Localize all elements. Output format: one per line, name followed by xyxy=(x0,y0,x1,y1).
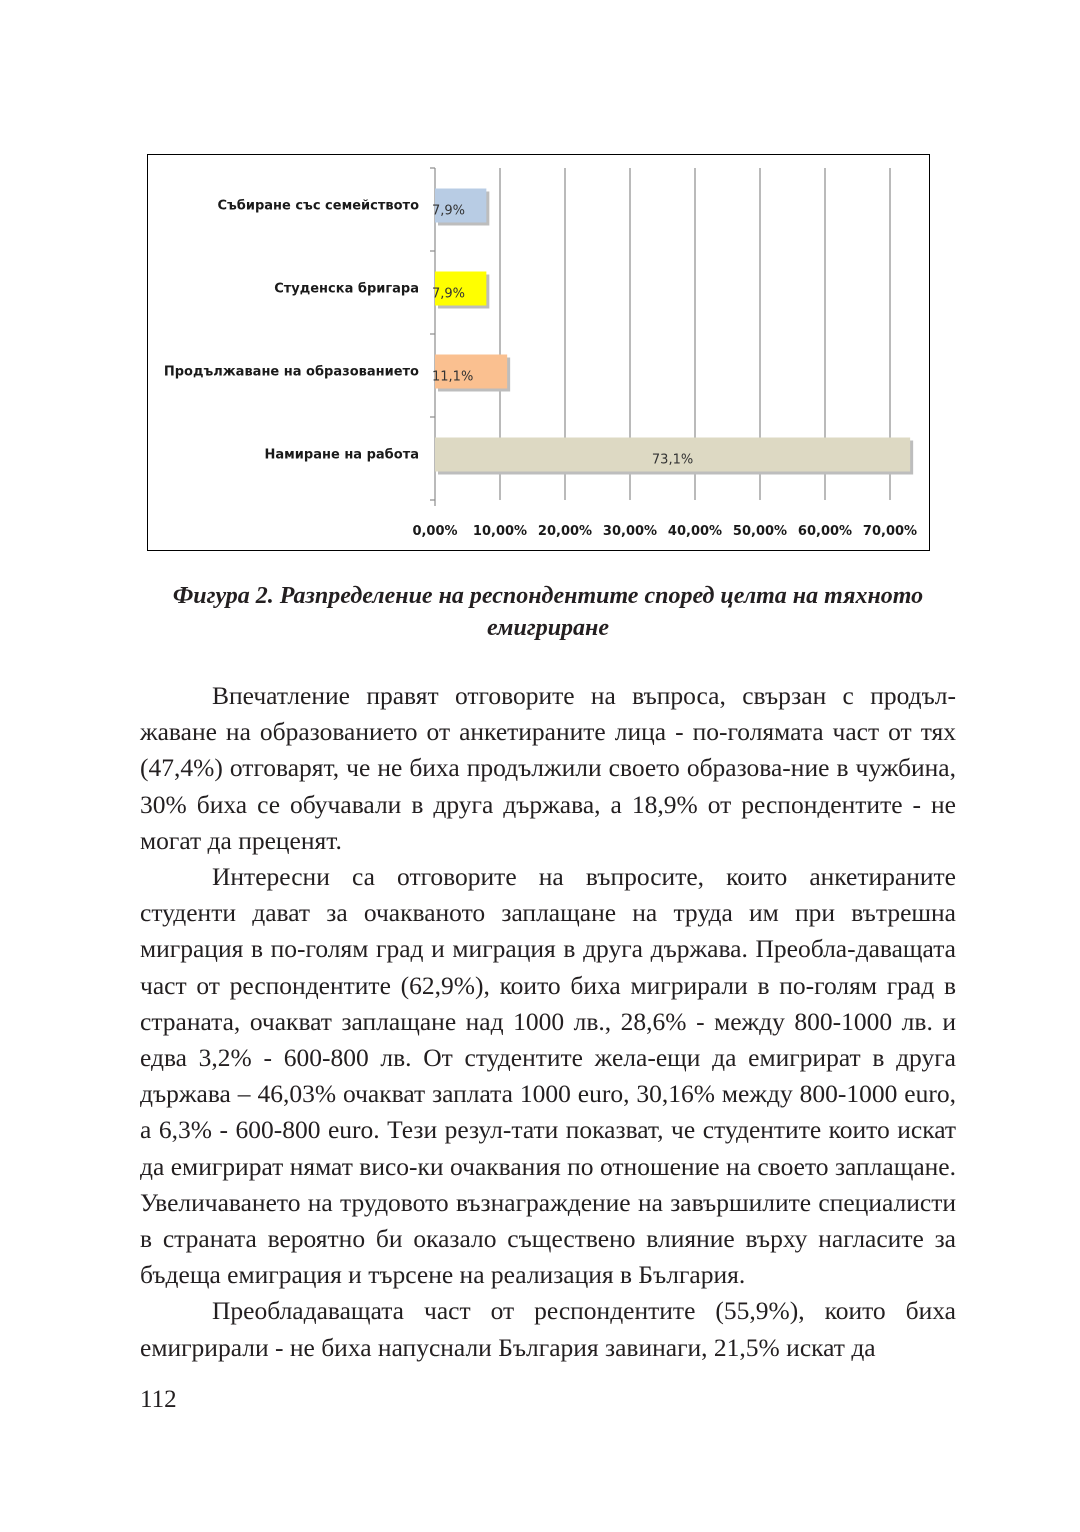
category-label-2: Продължаване на образованието xyxy=(163,364,419,380)
data-label-2: 11,1% xyxy=(432,369,474,385)
x-tick-label-6: 60,00% xyxy=(797,524,853,539)
category-label-1: Студенска бригара xyxy=(274,281,419,297)
category-label-3: Намиране на работа xyxy=(264,447,419,463)
body-text xyxy=(140,678,956,1366)
figure-caption xyxy=(140,580,956,644)
x-tick-label-4: 40,00% xyxy=(667,524,723,539)
data-label-1: 7,9% xyxy=(432,286,466,302)
paragraph-1: Впечатление правят отговорите на въпроса, свързан с продъл-жаване на образованието от анкетираните лица - по-голямата част от тях (47,4%) отговарят, че не биха продължили своето образова-ние в чужбина, 30% биха се обучавали в друга държава, а 18,9% от респондентите - не могат да преценят. xyxy=(140,681,956,855)
caption-line-1: Фигура 2. Разпределение на респондентите според целта на тяхното xyxy=(172,583,924,609)
x-tick-label-2: 20,00% xyxy=(537,524,593,539)
x-tick-label-5: 50,00% xyxy=(732,524,788,539)
x-tick-label-7: 70,00% xyxy=(862,524,918,539)
x-tick-label-3: 30,00% xyxy=(602,524,658,539)
caption-line-2: емигриране xyxy=(486,615,610,641)
x-tick-label-0: 0,00% xyxy=(412,524,458,539)
data-label-0: 7,9% xyxy=(432,203,466,219)
x-tick-label-1: 10,00% xyxy=(472,524,528,539)
category-label-0: Събиране със семейството xyxy=(217,198,419,214)
paragraph-3: Преобладаващата част от респондентите (55,9%), които биха емигрирали - не биха напуснали България завинаги, 21,5% искат да xyxy=(140,1296,956,1362)
chart-svg xyxy=(148,155,931,552)
paragraph-2: Интересни са отговорите на въпросите, които анкетираните студенти дават за очакваното заплащане на труда им при вътрешна миграция в по-голям град и миграция в друга държава. Преобла-даващата част от респондентите (62,9%), които биха мигрирали в по-голям град в страната, очакват заплащане над 1000 лв., 28,6% - между 800-1000 лв. и едва 3,2% - 600-800 лв. От студентите жела-ещи да емигрират в друга държава – 46,03% очакват заплата 1000 euro, 30,16% между 800-1000 euro, а 6,3% - 600-800 euro. Тези резул-тати показват, че студентите които искат да емигрират нямат висо-ки очаквания по отношение на своето заплащане. Увеличаването на трудовото възнаграждение на завършилите специалисти в страната вероятно би оказало съществено влияние върху нагласите за бъдеща емиграция и търсене на реализация в България. xyxy=(140,862,956,1290)
bar-chart xyxy=(147,154,930,551)
page-number: 112 xyxy=(140,1386,177,1413)
data-label-3: 73,1% xyxy=(651,452,694,468)
